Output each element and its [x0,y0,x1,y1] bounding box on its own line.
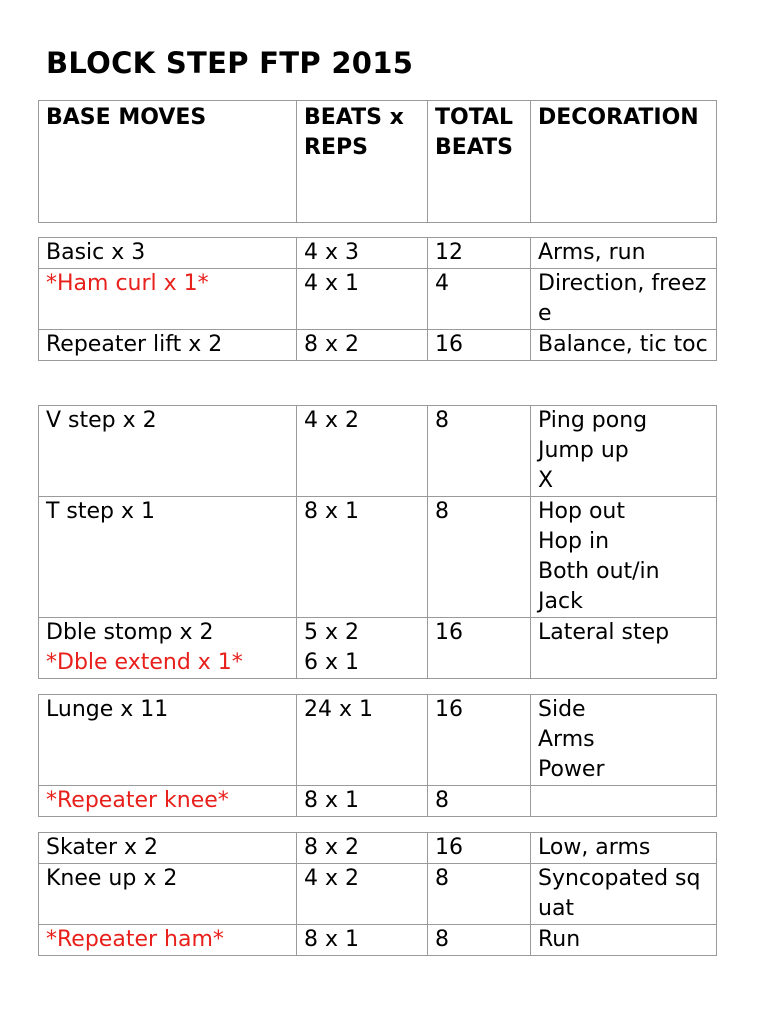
decoration-cell: Run [531,925,717,956]
beats-cell: 8 x 1 [297,786,428,817]
move-cell: *Ham curl x 1* [39,269,297,330]
total-cell: 8 [428,864,531,925]
move-cell: Basic x 3 [39,238,297,269]
beats-cell: 4 x 3 [297,238,428,269]
header-total-beats: TOTAL BEATS [428,101,531,223]
table-row [39,497,717,618]
beats-cell: 4 x 2 [297,406,428,497]
decoration-cell: Balance, tic toc [531,330,717,361]
decoration-cell: Arms, run [531,238,717,269]
table-row [39,695,717,786]
beats-cell: 5 x 2 6 x 1 [297,618,428,679]
moves-table-3 [38,694,717,817]
decoration-cell: Lateral step [531,618,717,679]
decoration-cell: Syncopated squat [531,864,717,925]
total-cell: 12 [428,238,531,269]
total-cell: 16 [428,330,531,361]
table-row [39,786,717,817]
total-cell: 16 [428,833,531,864]
table-row [39,618,717,679]
total-cell: 4 [428,269,531,330]
header-decoration: DECORATION [531,101,717,223]
table-row [39,238,717,269]
beats-cell: 4 x 2 [297,864,428,925]
total-cell: 16 [428,695,531,786]
move-cell: V step x 2 [39,406,297,497]
decoration-cell: Hop out Hop in Both out/in Jack [531,497,717,618]
total-cell: 16 [428,618,531,679]
move-cell: Skater x 2 [39,833,297,864]
table-row [39,925,717,956]
table-row [39,833,717,864]
table-row [39,864,717,925]
decoration-cell: Direction, freeze [531,269,717,330]
beats-cell: 8 x 2 [297,833,428,864]
beats-cell: 8 x 2 [297,330,428,361]
total-cell: 8 [428,925,531,956]
total-cell: 8 [428,786,531,817]
beats-cell: 4 x 1 [297,269,428,330]
decoration-cell: Ping pong Jump up X [531,406,717,497]
total-cell: 8 [428,497,531,618]
table-row [39,269,717,330]
beats-cell: 8 x 1 [297,497,428,618]
moves-table-2 [38,405,717,679]
header-row [39,101,717,223]
move-cell: T step x 1 [39,497,297,618]
moves-table-4 [38,832,717,956]
beats-cell: 24 x 1 [297,695,428,786]
header-beats-reps: BEATS x REPS [297,101,428,223]
beats-cell: 8 x 1 [297,925,428,956]
move-cell: Knee up x 2 [39,864,297,925]
header-base-moves: BASE MOVES [39,101,297,223]
decoration-cell: Side Arms Power [531,695,717,786]
decoration-cell [531,786,717,817]
move-cell: *Repeater knee* [39,786,297,817]
table-row [39,330,717,361]
moves-table-1 [38,237,717,361]
move-cell: Lunge x 11 [39,695,297,786]
move-cell: Dble stomp x 2 *Dble extend x 1* [39,618,297,679]
decoration-cell: Low, arms [531,833,717,864]
table-row [39,406,717,497]
total-cell: 8 [428,406,531,497]
move-cell: Repeater lift x 2 [39,330,297,361]
move-cell: *Repeater ham* [39,925,297,956]
page-title: BLOCK STEP FTP 2015 [46,46,414,80]
header-table [38,100,717,223]
